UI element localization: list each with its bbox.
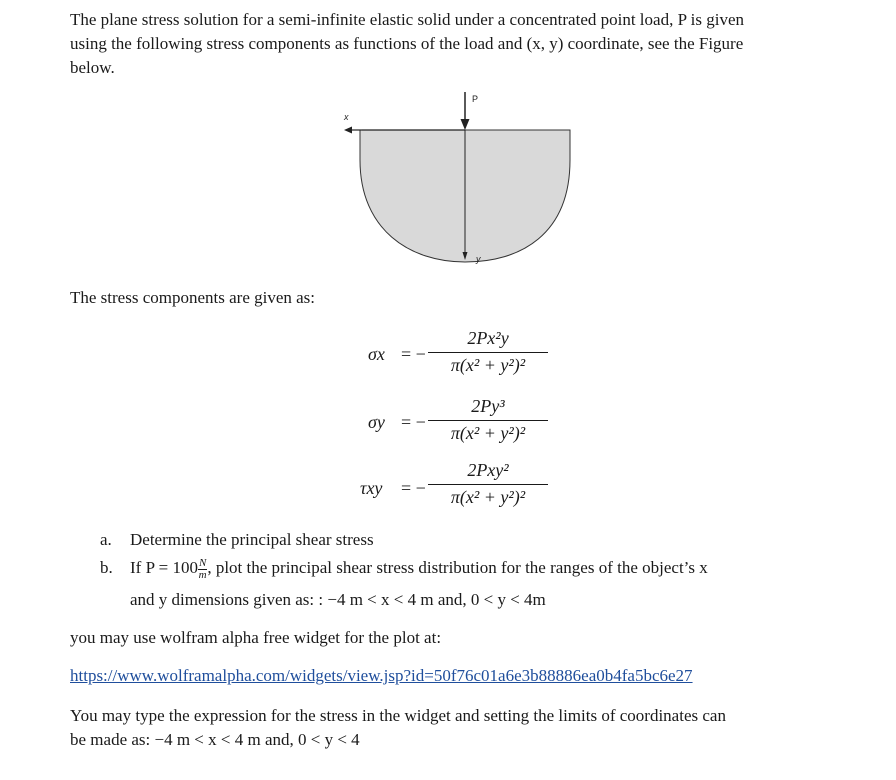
intro-paragraph [70,8,860,80]
intro-line-2: using the following stress components as functions of the load and (x, y) coordinate, see the Figure [70,34,744,53]
task-b-text: , plot the principal shear stress distribution for the ranges of the object’s x [207,558,708,577]
outro-line-1: You may type the expression for the stress in the widget and setting the limits of coordinates can [70,706,726,725]
load-arrowhead [461,119,470,130]
equation-denominator: π(x² + y²)² [450,423,526,443]
equation-denominator: π(x² + y²)² [450,487,526,507]
equation-numerator: 2Px²y [467,328,509,348]
task-a-marker: a. [100,530,112,549]
semi-infinite-solid-figure [330,90,580,270]
equation-fraction [428,328,548,376]
task-b-prefix: If P = 100 [130,558,198,577]
equation-numerator: 2Pxy² [467,460,509,480]
equation-sigma-x [0,328,896,378]
components-intro: The stress components are given as: [70,288,316,307]
intro-line-1: The plane stress solution for a semi-infinite elastic solid under a concentrated point load, P is given [70,10,745,29]
equation-lhs: σx [368,344,385,364]
load-label: P [472,94,479,104]
equation-fraction [428,396,548,444]
equation-lhs: τxy [360,478,383,498]
equation-fraction [428,460,548,508]
equation-numerator: 2Py³ [471,396,505,416]
unit-denominator: m [198,568,207,581]
equation-tau-xy [0,460,896,510]
equation-sign: = − [401,344,426,364]
task-b-line-2: and y dimensions given as: : −4 m < x < 4 m and, 0 < y < 4m [130,590,546,609]
x-axis-arrowhead [344,127,352,134]
task-b-marker: b. [100,558,113,577]
equation-sigma-y [0,396,896,446]
equation-sign: = − [401,478,426,498]
equation-sign: = − [401,412,426,432]
y-axis-label: y [476,254,481,264]
unit-numerator: N [198,556,207,569]
x-axis-label: x [344,112,349,122]
outro-line-2: be made as: −4 m < x < 4 m and, 0 < y < 4 [70,730,360,749]
task-a-text: Determine the principal shear stress [130,530,374,549]
intro-line-3: below. [70,58,115,77]
unit-fraction [198,558,207,581]
equation-lhs: σy [368,412,385,432]
wolfram-widget-link[interactable]: https://www.wolframalpha.com/widgets/view.jsp?id=50f76c01a6e3b88886ea0b4fa5bc6e27 [70,666,693,685]
widget-note: you may use wolfram alpha free widget for the plot at: [70,628,442,647]
equation-denominator: π(x² + y²)² [450,355,526,375]
outro-paragraph [70,704,860,752]
